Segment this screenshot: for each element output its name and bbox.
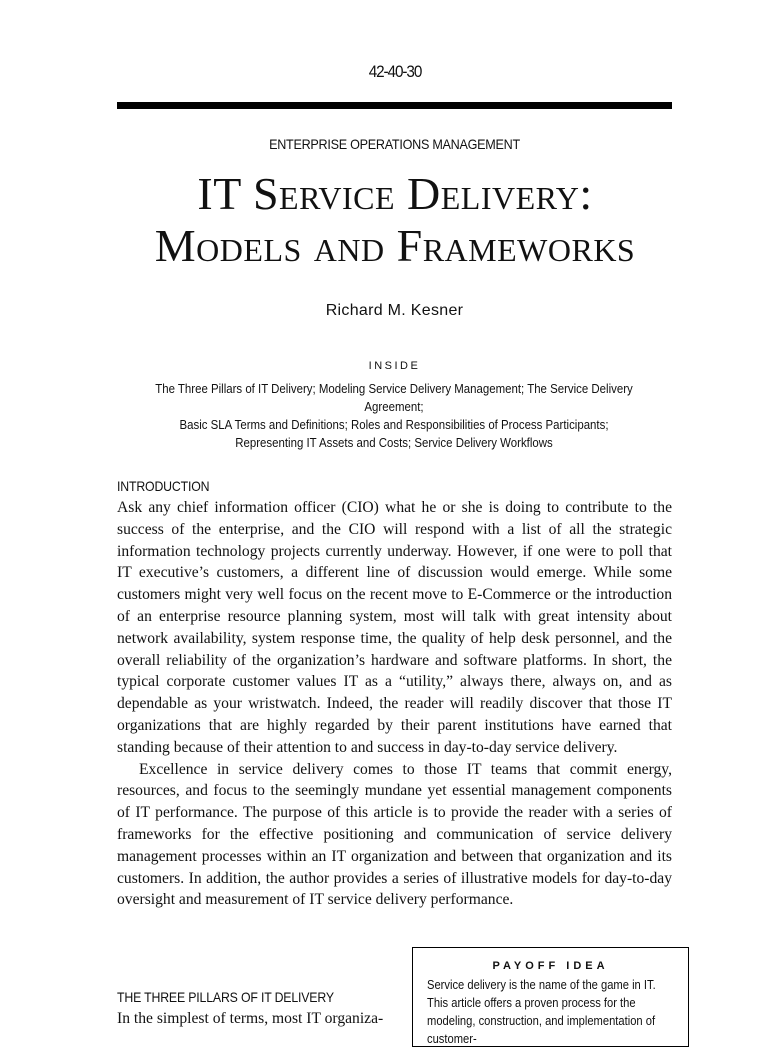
introduction-paragraph-1: Ask any chief information officer (CIO) what he or she is doing to contribute to the success of the enterprise, and the CIO will respond with a list of all the strategic information technology projects currently underway. However, if one were to poll that IT executive’s customers, a different line of discussion would emerge. While some customers might very well focus on the recent move to E-Commerce or the introduction of an enterprise resource planning system, most will talk with great intensity about network availability, system response time, the quality of help desk personnel, and the overall reliability of the organization’s hardware and software platforms. In short, the typical corporate customer values IT as a “utility,” always there, always on, and as dependable as your wristwatch. Indeed, the reader will readily discover that those IT organizations that are highly regarded by their parent institutions have earned that standing because of their attention to and success in day-to-day service delivery. [117,499,672,756]
inside-topics-line-1: The Three Pillars of IT Delivery; Modeling Service Delivery Management; The Service Delivery Agreement; [155,381,633,414]
introduction-paragraph-2: Excellence in service delivery comes to those IT teams that commit energy, resources, and focus to the seemingly mundane yet essential management components of IT performance. The purpose of this article is to provide the reader with a series of frameworks for the effective positioning and communication of service delivery management processes within an IT organization and between that organization and its customers. In addition, the author provides a series of illustrative models for day-to-day oversight and measurement of IT service delivery performance. [117,760,672,909]
pillars-heading: THE THREE PILLARS OF IT DELIVERY [117,989,334,1005]
payoff-idea-text: Service delivery is the name of the game in IT. This article offers a proven process for the modeling, construction, and implementation of customer- [427,977,656,1046]
article-title [100,168,690,272]
author-name: Richard M. Kesner [325,302,464,319]
inside-topics-line-3: Representing IT Assets and Costs; Service Delivery Workflows [235,435,553,450]
payoff-idea-label: PAYOFF IDEA [492,960,609,972]
article-title-line-2: Models and Frameworks [154,220,636,271]
inside-topics-line-2: Basic SLA Terms and Definitions; Roles and Responsibilities of Process Participants; [179,417,609,432]
inside-topics [126,380,661,452]
payoff-idea-box [412,947,689,1047]
pillars-body-start: In the simplest of terms, most IT organiza- [117,1010,384,1027]
series-title: ENTERPRISE OPERATIONS MANAGEMENT [269,136,520,152]
introduction-heading: INTRODUCTION [117,478,210,494]
introduction-body [117,497,672,911]
inside-label: INSIDE [368,360,421,372]
article-title-line-1: IT Service Delivery: [197,168,593,219]
document-number: 42-40-30 [368,62,422,81]
header-rule [117,102,672,109]
